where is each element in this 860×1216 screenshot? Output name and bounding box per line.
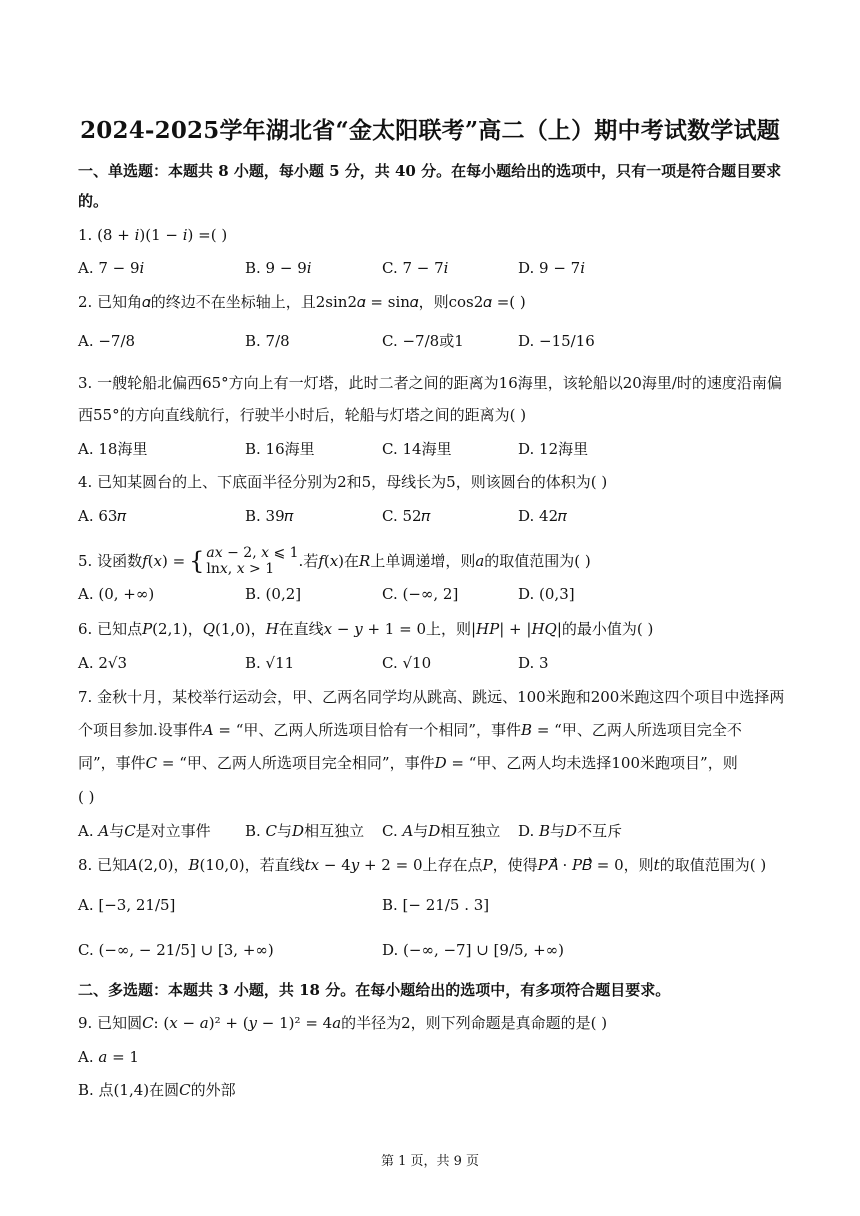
q5-option-a: A. (0, +∞) xyxy=(78,585,155,603)
q3-option-b: B. 16海里 xyxy=(245,440,315,458)
q7-option-d: D. 𝐵与𝐷不互斥 xyxy=(518,822,623,840)
question-1-stem: 1. (8 + 𝑖)(1 − 𝑖) =( ) xyxy=(78,226,228,244)
q6-option-a: A. 2√3 xyxy=(78,654,128,672)
q2-option-b: B. 7/8 xyxy=(245,332,290,350)
q3-option-d: D. 12海里 xyxy=(518,440,589,458)
q5-stem-suffix: .若𝑓(𝑥)在𝑅上单调递增，则𝑎的取值范围为( ) xyxy=(298,552,591,570)
section1-header-cont: 的。 xyxy=(78,192,109,210)
q9-option-a: A. 𝑎 = 1 xyxy=(78,1048,139,1066)
q5-case-1: 𝑎𝑥 − 2, 𝑥 ⩽ 1 xyxy=(206,545,299,561)
q4-option-b: B. 39𝜋 xyxy=(245,507,294,525)
section2-header: 二、多选题：本题共 3 小题，共 18 分。在每小题给出的选项中，有多项符合题目要求。 xyxy=(78,981,671,999)
question-3-stem-line2: 西55°的方向直线航行，行驶半小时后，轮船与灯塔之间的距离为( ) xyxy=(78,406,527,424)
q6-option-d: D. 3 xyxy=(518,654,549,672)
question-7-stem-line2: 个项目参加.设事件𝐴 = “甲、乙两人所选项目恰有一个相同”，事件𝐵 = “甲、乙两人所选项目完全不 xyxy=(78,721,742,739)
q7-option-b: B. 𝐶与𝐷相互独立 xyxy=(245,822,365,840)
q1-option-d: D. 9 − 7𝑖 xyxy=(518,259,586,277)
page-title: 2024-2025学年湖北省“金太阳联考”高二（上）期中考试数学试题 xyxy=(80,117,780,144)
question-9-stem: 9. 已知圆𝐶: (𝑥 − 𝑎)² + (𝑦 − 1)² = 4𝑎的半径为2，则下列命题是真命题的是( ) xyxy=(78,1014,608,1032)
q1-option-a: A. 7 − 9𝑖 xyxy=(78,259,145,277)
q1-option-c: C. 7 − 7𝑖 xyxy=(382,259,449,277)
question-2-stem: 2. 已知角𝛼的终边不在坐标轴上，且2sin2𝛼 = sin𝛼，则cos2𝛼 =( ) xyxy=(78,293,526,311)
q8-option-a: A. [−3, 21/5] xyxy=(78,896,176,914)
q8-option-c: C. (−∞, − 21/5] ∪ [3, +∞) xyxy=(78,941,274,959)
q7-option-c: C. 𝐴与𝐷相互独立 xyxy=(382,822,501,840)
q5-piecewise xyxy=(206,545,298,577)
q1-option-b: B. 9 − 9𝑖 xyxy=(245,259,312,277)
q2-option-d: D. −15/16 xyxy=(518,332,595,350)
q5-case-2: ln𝑥, 𝑥 > 1 xyxy=(206,561,275,577)
question-8-stem: 8. 已知𝐴(2,0)，𝐵(10,0)，若直线𝑡𝑥 − 4𝑦 + 2 = 0上存在点𝑃，使得𝑃𝐴⃗ · 𝑃𝐵⃗ = 0，则𝑡的取值范围为( ) xyxy=(78,856,767,874)
q7-option-a: A. 𝐴与𝐶是对立事件 xyxy=(78,822,211,840)
q3-option-c: C. 14海里 xyxy=(382,440,452,458)
q6-option-b: B. √11 xyxy=(245,654,295,672)
page-footer: 第 1 页，共 9 页 xyxy=(380,1154,480,1169)
question-4-stem: 4. 已知某圆台的上、下底面半径分别为2和5，母线长为5，则该圆台的体积为( ) xyxy=(78,473,608,491)
q5-option-d: D. (0,3] xyxy=(518,585,575,603)
question-7-stem-line4: ( ) xyxy=(78,788,95,806)
question-3-stem-line1: 3. 一艘轮船北偏西65°方向上有一灯塔，此时二者之间的距离为16海里，该轮船以20海里/时的速度沿南偏 xyxy=(78,374,782,392)
q5-option-b: B. (0,2] xyxy=(245,585,302,603)
q4-option-a: A. 63𝜋 xyxy=(78,507,127,525)
q6-option-c: C. √10 xyxy=(382,654,432,672)
q5-option-c: C. (−∞, 2] xyxy=(382,585,459,603)
question-7-stem-line1: 7. 金秋十月，某校举行运动会，甲、乙两名同学均从跳高、跳远、100米跑和200米跑这四个项目中选择两 xyxy=(78,688,785,706)
q2-option-a: A. −7/8 xyxy=(78,332,136,350)
question-7-stem-line3: 同”，事件𝐶 = “甲、乙两人所选项目完全相同”，事件𝐷 = “甲、乙两人均未选择100米跑项目”，则 xyxy=(78,754,738,772)
q8-option-b: B. [− 21/5 . 3] xyxy=(382,896,490,914)
q2-option-c: C. −7/8或1 xyxy=(382,332,464,350)
q4-option-c: C. 52𝜋 xyxy=(382,507,431,525)
section1-header: 一、单选题：本题共 8 小题，每小题 5 分，共 40 分。在每小题给出的选项中，只有一项是符合题目要求 xyxy=(78,162,782,180)
question-6-stem: 6. 已知点𝑃(2,1)，𝑄(1,0)，𝐻在直线𝑥 − 𝑦 + 1 = 0上，则|𝐻𝑃| + |𝐻𝑄|的最小值为( ) xyxy=(78,620,654,638)
q4-option-d: D. 42𝜋 xyxy=(518,507,568,525)
q8-option-d: D. (−∞, −7] ∪ [9/5, +∞) xyxy=(382,941,564,959)
q9-option-b: B. 点(1,4)在圆𝐶的外部 xyxy=(78,1081,236,1099)
q5-stem-prefix: 5. 设函数𝑓(𝑥) = xyxy=(78,552,186,570)
q3-option-a: A. 18海里 xyxy=(78,440,148,458)
question-5-stem xyxy=(78,545,591,577)
left-brace-icon: { xyxy=(189,547,205,575)
